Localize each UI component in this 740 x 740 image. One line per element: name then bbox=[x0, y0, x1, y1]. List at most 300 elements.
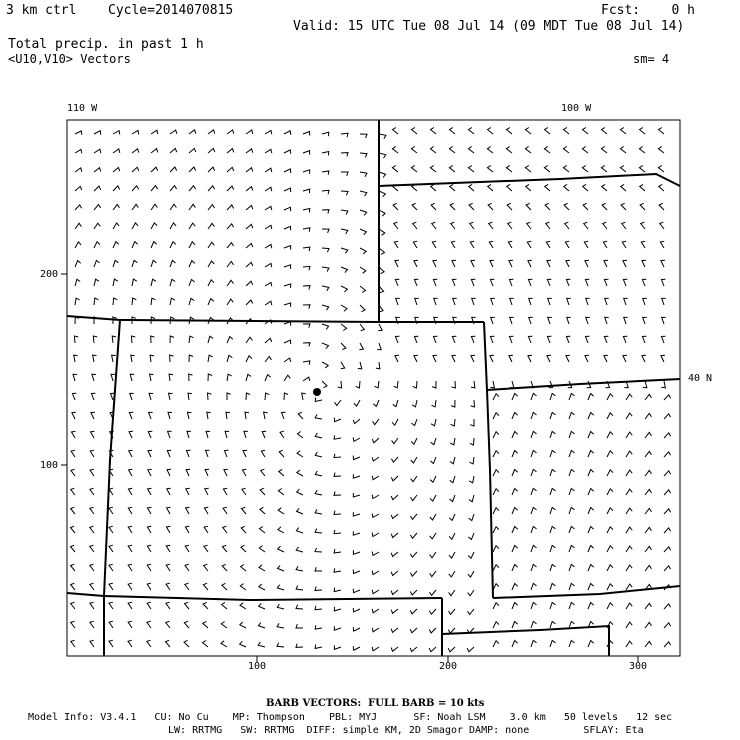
wind-barb bbox=[449, 552, 455, 558]
wind-barb bbox=[512, 527, 518, 534]
wind-barb bbox=[602, 184, 607, 191]
wind-barb bbox=[550, 431, 555, 438]
wind-barb bbox=[203, 602, 208, 609]
wind-barb bbox=[94, 242, 100, 248]
wind-barb bbox=[334, 588, 341, 592]
wind-barb bbox=[620, 147, 626, 154]
wind-barb bbox=[452, 260, 456, 267]
wind-barb bbox=[411, 438, 417, 444]
wind-barb bbox=[353, 646, 360, 650]
wind-barb bbox=[246, 224, 253, 229]
wind-barb bbox=[396, 298, 400, 305]
wind-barb bbox=[338, 381, 342, 388]
wind-barb bbox=[510, 317, 514, 324]
wind-barb bbox=[360, 305, 365, 312]
wind-barb bbox=[588, 394, 594, 401]
wind-barb bbox=[639, 166, 645, 173]
wind-barb bbox=[91, 412, 95, 419]
wind-barb bbox=[493, 603, 499, 609]
wind-barb bbox=[493, 546, 499, 552]
wind-barb bbox=[379, 153, 386, 158]
wind-barb bbox=[341, 172, 348, 176]
wind-barb bbox=[529, 298, 533, 305]
wind-barb bbox=[227, 205, 234, 210]
wind-barb bbox=[604, 355, 608, 362]
wind-barb bbox=[74, 355, 78, 362]
wind-barb bbox=[391, 609, 398, 613]
wind-barb bbox=[284, 340, 291, 344]
wind-barb bbox=[391, 647, 398, 651]
wind-barb bbox=[391, 514, 398, 519]
wind-barb bbox=[487, 147, 493, 154]
wind-barb bbox=[90, 526, 94, 533]
wind-barb bbox=[372, 628, 379, 632]
wind-barb bbox=[208, 374, 212, 381]
wind-barb bbox=[227, 393, 231, 400]
wind-barb bbox=[584, 241, 588, 248]
wind-barb bbox=[432, 222, 436, 229]
wind-barb bbox=[353, 570, 360, 574]
wind-barb bbox=[508, 222, 512, 229]
wind-barb bbox=[148, 431, 152, 438]
wind-barb bbox=[391, 457, 398, 462]
wind-barb bbox=[284, 393, 288, 400]
wind-barb bbox=[391, 590, 398, 595]
wind-barb bbox=[624, 298, 628, 305]
wind-barb bbox=[453, 317, 457, 324]
wind-barb bbox=[430, 552, 436, 558]
wind-barb bbox=[664, 395, 671, 400]
wind-barb bbox=[664, 528, 671, 533]
wind-barb bbox=[226, 412, 230, 419]
x-tick-label-200: 200 bbox=[439, 661, 458, 672]
wind-barb bbox=[334, 626, 341, 630]
wind-barb bbox=[265, 187, 272, 191]
wind-barb bbox=[569, 564, 575, 571]
wind-barb bbox=[128, 621, 132, 628]
wind-barb bbox=[626, 622, 632, 628]
wind-barb bbox=[394, 381, 398, 388]
wind-barb bbox=[449, 166, 455, 173]
wind-barb bbox=[491, 298, 495, 305]
border-line bbox=[493, 586, 680, 598]
wind-barb bbox=[392, 438, 398, 444]
wind-barb bbox=[113, 223, 119, 229]
wind-barb bbox=[509, 279, 513, 286]
wind-barb bbox=[208, 336, 213, 343]
wind-barb bbox=[71, 507, 75, 514]
wind-barb bbox=[353, 550, 360, 554]
wind-barb bbox=[395, 279, 399, 286]
wind-barb bbox=[449, 147, 455, 154]
wind-barb bbox=[621, 128, 627, 135]
wind-barb bbox=[531, 488, 537, 495]
wind-barb bbox=[360, 286, 366, 293]
wind-barb bbox=[626, 508, 632, 514]
wind-barb bbox=[360, 172, 367, 177]
wind-barb bbox=[626, 489, 632, 495]
model-info-line2: LW: RRTMG SW: RRTMG DIFF: simple KM, 2D Smagor DAMP: none SFLAY: Eta bbox=[168, 725, 644, 736]
wind-barb bbox=[315, 645, 322, 649]
wind-barb bbox=[569, 450, 575, 457]
wind-barb bbox=[71, 640, 75, 647]
wind-barb bbox=[279, 450, 284, 457]
wind-barb bbox=[334, 568, 341, 572]
wind-barb bbox=[565, 241, 569, 248]
wind-barb bbox=[645, 546, 652, 552]
wind-barb bbox=[588, 584, 594, 591]
wind-barb bbox=[149, 393, 153, 400]
wind-barb bbox=[109, 583, 113, 590]
wind-barb bbox=[246, 337, 252, 343]
wind-barb bbox=[315, 414, 322, 419]
wind-barb bbox=[322, 286, 329, 291]
wind-barb bbox=[205, 469, 209, 476]
wind-barb bbox=[109, 621, 113, 628]
wind-barb bbox=[569, 640, 575, 647]
wind-barb bbox=[431, 419, 436, 426]
wind-barb bbox=[75, 205, 82, 210]
wind-barb bbox=[353, 419, 360, 424]
wind-barb bbox=[430, 533, 436, 539]
wind-barb bbox=[451, 241, 455, 248]
wind-barb bbox=[185, 583, 189, 590]
wind-barb bbox=[395, 260, 399, 267]
wind-barb bbox=[72, 393, 76, 400]
wind-barb bbox=[147, 564, 151, 571]
wind-barb bbox=[372, 457, 379, 461]
wind-barb bbox=[208, 205, 215, 210]
wind-barb bbox=[184, 621, 189, 628]
wind-barb bbox=[410, 552, 417, 557]
wind-barb bbox=[246, 168, 253, 172]
wind-barb bbox=[550, 507, 555, 514]
wind-barb bbox=[488, 128, 494, 135]
wind-barb bbox=[185, 564, 189, 571]
wind-barb bbox=[664, 433, 671, 438]
wind-barb bbox=[392, 166, 398, 173]
wind-barb bbox=[246, 393, 250, 400]
wind-barb bbox=[284, 246, 291, 250]
wind-barb bbox=[284, 169, 291, 173]
wind-barb bbox=[585, 336, 589, 343]
wind-barb bbox=[184, 640, 189, 647]
wind-barb bbox=[544, 147, 550, 154]
wind-barb bbox=[265, 225, 272, 229]
wind-barb bbox=[246, 206, 253, 211]
wind-barb bbox=[170, 186, 177, 191]
wind-barb bbox=[645, 603, 652, 609]
wind-barb bbox=[75, 149, 82, 153]
wind-barb bbox=[531, 450, 537, 457]
wind-barb bbox=[658, 166, 664, 173]
wind-barb bbox=[246, 243, 253, 248]
wind-barb bbox=[394, 222, 398, 229]
wind-barb bbox=[529, 317, 533, 324]
wind-barb bbox=[582, 147, 588, 154]
wind-barb bbox=[512, 622, 518, 629]
wind-barb bbox=[246, 187, 253, 191]
wind-barb bbox=[128, 545, 132, 552]
wind-barb bbox=[353, 512, 360, 516]
wind-barb bbox=[315, 509, 322, 514]
wind-barb bbox=[246, 374, 251, 381]
lat-label-40n: 40 N bbox=[688, 373, 713, 384]
wind-barb bbox=[187, 431, 191, 438]
wind-barb bbox=[227, 130, 234, 134]
wind-barb bbox=[607, 413, 613, 419]
wind-barb bbox=[468, 571, 474, 577]
wind-barb bbox=[90, 469, 94, 476]
wind-barb bbox=[315, 452, 322, 457]
wind-barb bbox=[373, 419, 380, 425]
wind-barb bbox=[586, 298, 590, 305]
wind-barb bbox=[303, 361, 310, 365]
wind-barb bbox=[566, 336, 570, 343]
wind-barb bbox=[607, 527, 613, 533]
wind-barb bbox=[588, 565, 594, 572]
wind-barb bbox=[71, 564, 76, 571]
wind-barb bbox=[413, 381, 417, 388]
border-line bbox=[67, 316, 484, 322]
wind-barb bbox=[189, 336, 194, 343]
wind-barb bbox=[623, 355, 627, 362]
wind-barb bbox=[75, 279, 80, 286]
wind-barb bbox=[659, 128, 665, 135]
wind-barb bbox=[132, 167, 139, 172]
wind-barb bbox=[372, 514, 379, 518]
wind-barb bbox=[151, 223, 157, 229]
wind-barb bbox=[412, 400, 417, 407]
wind-barb bbox=[449, 571, 455, 577]
wind-barb bbox=[429, 609, 436, 614]
wind-barb bbox=[512, 565, 518, 572]
wind-barb bbox=[278, 508, 284, 514]
wind-barb bbox=[451, 222, 455, 229]
wind-barb bbox=[246, 300, 253, 305]
wind-barb bbox=[260, 488, 265, 495]
wind-barb bbox=[645, 622, 652, 628]
wind-barb bbox=[413, 241, 417, 248]
wind-barb bbox=[169, 374, 173, 381]
wind-barb bbox=[429, 628, 436, 633]
wind-barb bbox=[132, 279, 137, 286]
wind-barb bbox=[645, 508, 652, 514]
wind-barb bbox=[664, 642, 671, 647]
wind-barb bbox=[550, 488, 555, 495]
wind-barb bbox=[166, 583, 170, 590]
wind-barb bbox=[491, 317, 495, 324]
wind-barb bbox=[360, 210, 367, 215]
wind-barb bbox=[659, 184, 664, 191]
wind-barb bbox=[472, 317, 476, 324]
wind-barb bbox=[607, 603, 613, 609]
wind-barb bbox=[544, 166, 550, 173]
wind-barb bbox=[208, 355, 213, 362]
wind-barb bbox=[241, 565, 246, 572]
wind-barb bbox=[645, 489, 652, 495]
wind-barb bbox=[284, 375, 290, 381]
wind-barb bbox=[189, 204, 195, 210]
wind-barb bbox=[603, 241, 607, 248]
wind-barb bbox=[208, 280, 214, 286]
wind-barb bbox=[150, 374, 154, 381]
wind-barb bbox=[640, 128, 646, 135]
wind-barb bbox=[75, 131, 82, 135]
wind-barb bbox=[93, 336, 97, 343]
wind-barb bbox=[277, 604, 284, 609]
wind-barb bbox=[394, 241, 398, 248]
wind-barb bbox=[222, 583, 227, 590]
wind-barb bbox=[528, 355, 532, 362]
wind-barb bbox=[315, 529, 322, 533]
wind-barb bbox=[550, 583, 555, 590]
wind-barb bbox=[623, 260, 627, 267]
wind-barb bbox=[393, 203, 398, 210]
wind-barb bbox=[170, 260, 176, 267]
wind-barb bbox=[433, 260, 437, 267]
wind-barb bbox=[449, 533, 455, 539]
wind-barb bbox=[567, 317, 571, 324]
wind-barb bbox=[151, 204, 157, 210]
wind-barb bbox=[170, 130, 177, 134]
wind-barb bbox=[372, 552, 379, 556]
wind-barb bbox=[170, 149, 177, 154]
wind-barb bbox=[431, 203, 436, 210]
wind-barb bbox=[341, 305, 347, 311]
wind-barb bbox=[531, 507, 537, 514]
wind-barb bbox=[71, 583, 75, 590]
wind-barb bbox=[468, 590, 474, 596]
wind-barb bbox=[490, 336, 494, 343]
wind-barb bbox=[583, 128, 589, 135]
wind-barb bbox=[71, 621, 75, 628]
wind-barb bbox=[431, 128, 437, 135]
wind-barb bbox=[132, 149, 139, 153]
wind-barb bbox=[545, 128, 551, 135]
wind-barb bbox=[550, 526, 555, 533]
wind-barb bbox=[607, 451, 613, 457]
wind-barb bbox=[240, 603, 246, 609]
wind-barb bbox=[240, 622, 246, 628]
wind-barb bbox=[512, 546, 518, 553]
wind-barb bbox=[75, 242, 81, 248]
wind-barb bbox=[204, 507, 208, 514]
wind-barb bbox=[94, 279, 99, 286]
wind-barb bbox=[528, 336, 532, 343]
wind-barb bbox=[353, 627, 360, 631]
wind-barb bbox=[353, 456, 360, 460]
wind-barb bbox=[448, 647, 455, 652]
wind-barb bbox=[259, 546, 265, 552]
wind-barb bbox=[471, 260, 475, 267]
wind-barb bbox=[113, 149, 120, 153]
wind-barb bbox=[334, 418, 341, 422]
x-tick-label-100: 100 bbox=[248, 661, 267, 672]
wind-barb bbox=[432, 241, 436, 248]
wind-barb bbox=[469, 203, 474, 210]
wind-barb bbox=[131, 336, 135, 343]
wind-barb bbox=[431, 184, 436, 191]
wind-barb bbox=[626, 451, 632, 457]
wind-barb bbox=[189, 298, 194, 305]
wind-barb bbox=[75, 186, 82, 191]
wind-barb bbox=[410, 533, 417, 538]
wind-barb bbox=[322, 305, 329, 310]
wind-barb bbox=[113, 279, 118, 286]
wind-barb bbox=[550, 621, 555, 628]
wind-barb bbox=[303, 170, 310, 174]
wind-barb bbox=[334, 645, 341, 649]
wind-barb bbox=[278, 546, 284, 552]
wind-barb bbox=[411, 476, 417, 482]
wind-barb bbox=[284, 131, 291, 135]
wind-barb bbox=[411, 495, 418, 501]
wind-barb bbox=[550, 602, 555, 609]
wind-barb bbox=[545, 203, 550, 210]
wind-barb bbox=[75, 223, 81, 229]
wind-barb bbox=[626, 603, 632, 609]
wind-barb bbox=[664, 509, 671, 514]
wind-barb bbox=[334, 454, 341, 458]
wind-barb bbox=[353, 437, 360, 441]
wind-barb bbox=[151, 186, 158, 191]
model-info-line1: Model Info: V3.4.1 CU: No Cu MP: Thompson PBL: MYJ SF: Noah LSM 3.0 km 50 levels 12 sec bbox=[28, 712, 673, 723]
wind-barb bbox=[166, 640, 171, 647]
wind-barb bbox=[151, 130, 158, 134]
wind-barb bbox=[664, 623, 671, 628]
wind-barb bbox=[433, 336, 437, 343]
wind-barb bbox=[378, 324, 382, 331]
wind-barb bbox=[128, 602, 132, 609]
wind-barb bbox=[241, 545, 246, 552]
wind-barb bbox=[132, 298, 136, 305]
wind-barb bbox=[645, 451, 652, 457]
wind-barb bbox=[189, 130, 196, 134]
wind-barb bbox=[242, 488, 246, 495]
wind-barb bbox=[490, 355, 494, 362]
wind-barb bbox=[322, 362, 328, 368]
wind-barb bbox=[167, 450, 171, 457]
wind-barb bbox=[493, 451, 499, 457]
cycle-label: Cycle=2014070815 bbox=[108, 3, 234, 18]
wind-barb bbox=[241, 526, 246, 533]
wind-barb bbox=[265, 338, 272, 343]
border-line bbox=[484, 322, 493, 598]
wind-barb bbox=[605, 298, 609, 305]
wind-barb bbox=[379, 134, 386, 139]
wind-barb bbox=[128, 640, 132, 647]
wind-barb bbox=[221, 641, 227, 647]
wind-barb bbox=[189, 148, 196, 153]
wind-barb bbox=[433, 355, 437, 362]
wind-barb bbox=[208, 186, 215, 191]
wind-barb bbox=[564, 128, 570, 135]
wind-barb bbox=[284, 284, 291, 288]
wind-barb bbox=[512, 451, 518, 458]
wind-barb bbox=[468, 166, 474, 173]
wind-barb bbox=[151, 336, 155, 343]
y-tick-label-200: 200 bbox=[40, 269, 59, 280]
wind-barb bbox=[664, 471, 671, 476]
wind-barb bbox=[149, 412, 153, 419]
wind-barb bbox=[109, 640, 113, 647]
wind-barb bbox=[531, 431, 537, 438]
wind-barb bbox=[284, 303, 291, 307]
wind-barb bbox=[664, 547, 671, 552]
wind-barb bbox=[353, 474, 360, 478]
precip-dot bbox=[313, 388, 321, 396]
